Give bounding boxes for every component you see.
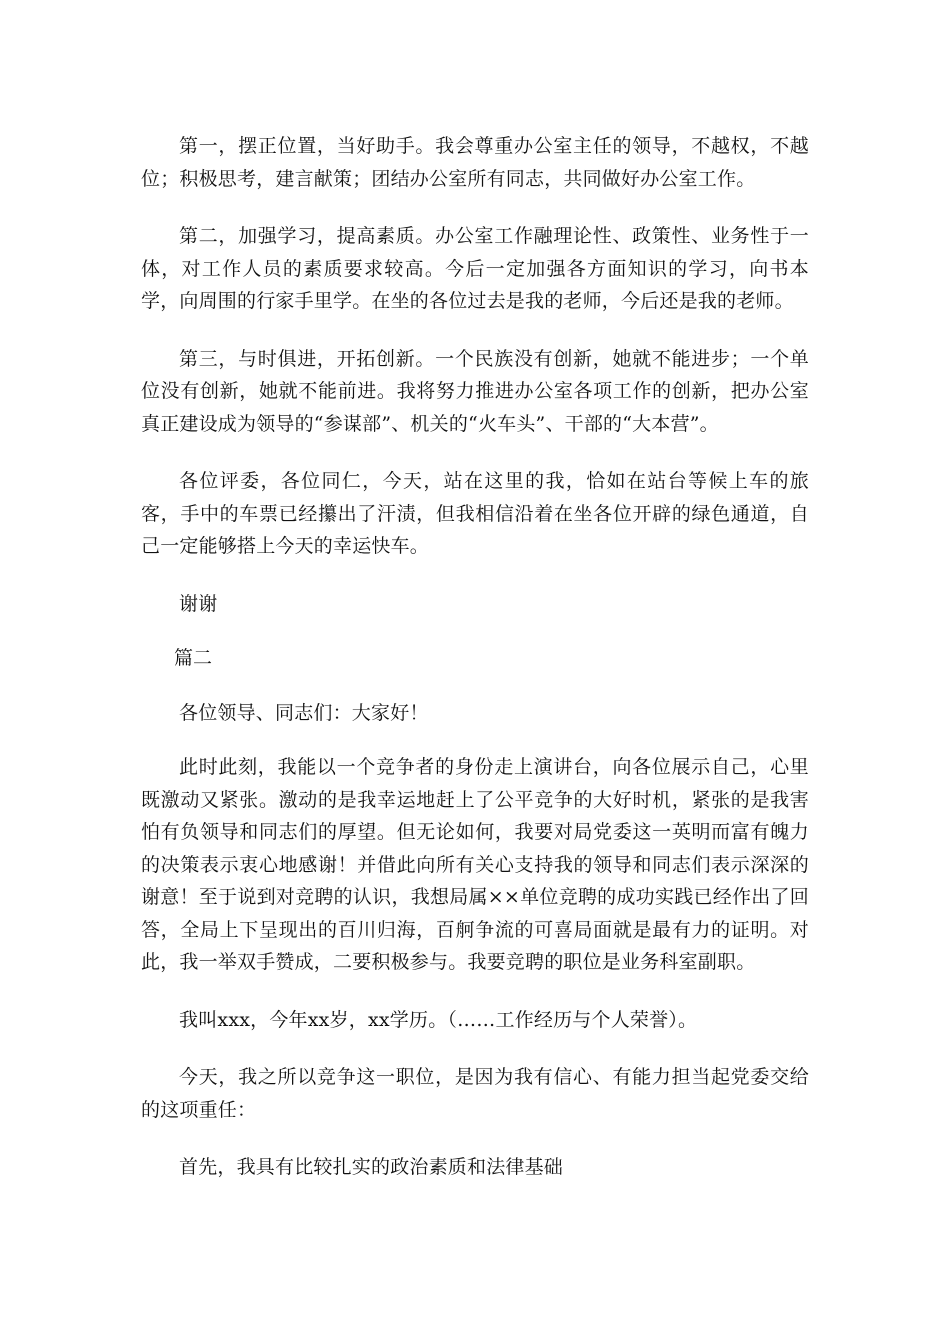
paragraph-introduction: 此时此刻，我能以一个竞争者的身份走上演讲台，向各位展示自己，心里既激动又紧张。激动的是我幸运地赶上了公平竞争的大好时机，紧张的是我害怕有负领导和同志们的厚望。但无论如何，我要对局党委这一英明而富有魄力的决策表示衷心地感谢！并借此向所有关心支持我的领导和同志们表示深深的谢意！至于说到对竞聘的认识，我想局属××单位竞聘的成功实践已经作出了回答，全局上下呈现出的百川归海，百舸争流的可喜局面就是最有力的证明。对此，我一举双手赞成，二要积极参与。我要竞聘的职位是业务科室副职。: [141, 756, 809, 973]
paragraph-self-intro: 我叫xxx，今年xx岁，xx学历。（……工作经历与个人荣誉）。: [179, 1008, 698, 1031]
section-heading: 篇二: [174, 647, 213, 669]
paragraph-closing-remarks: 各位评委，各位同仁，今天，站在这里的我，恰如在站台等候上车的旅客，手中的车票已经攥出了汗渍，但我相信沿着在坐各位开辟的绿色通道，自己一定能够搭上今天的幸运快车。: [141, 470, 809, 557]
paragraph-third-point: 第三，与时俱进，开拓创新。一个民族没有创新，她就不能进步；一个单位没有创新，她就不能前进。我将努力推进办公室各项工作的创新，把办公室真正建设成为领导的“参谋部”、机关的“火车头”、干部的“大本营”。: [141, 347, 809, 435]
paragraph-greeting: 各位领导、同志们：大家好！: [179, 701, 429, 724]
paragraph-first-point: 第一，摆正位置，当好助手。我会尊重办公室主任的领导，不越权，不越位；积极思考，建言献策；团结办公室所有同志，共同做好办公室工作。: [141, 135, 809, 190]
paragraph-first-qualification: 首先，我具有比较扎实的政治素质和法律基础: [179, 1156, 564, 1178]
paragraph-second-point: 第二，加强学习，提高素质。办公室工作融理论性、政策性、业务性于一体，对工作人员的素质要求较高。今后一定加强各方面知识的学习，向书本学，向周围的行家手里学。在坐的各位过去是我的老师，今后还是我的老师。: [141, 225, 809, 312]
paragraph-thanks: 谢谢: [179, 592, 218, 615]
paragraph-reason: 今天，我之所以竞争这一职位，是因为我有信心、有能力担当起党委交给的这项重任：: [141, 1066, 809, 1121]
document-body: [141, 130, 809, 1209]
